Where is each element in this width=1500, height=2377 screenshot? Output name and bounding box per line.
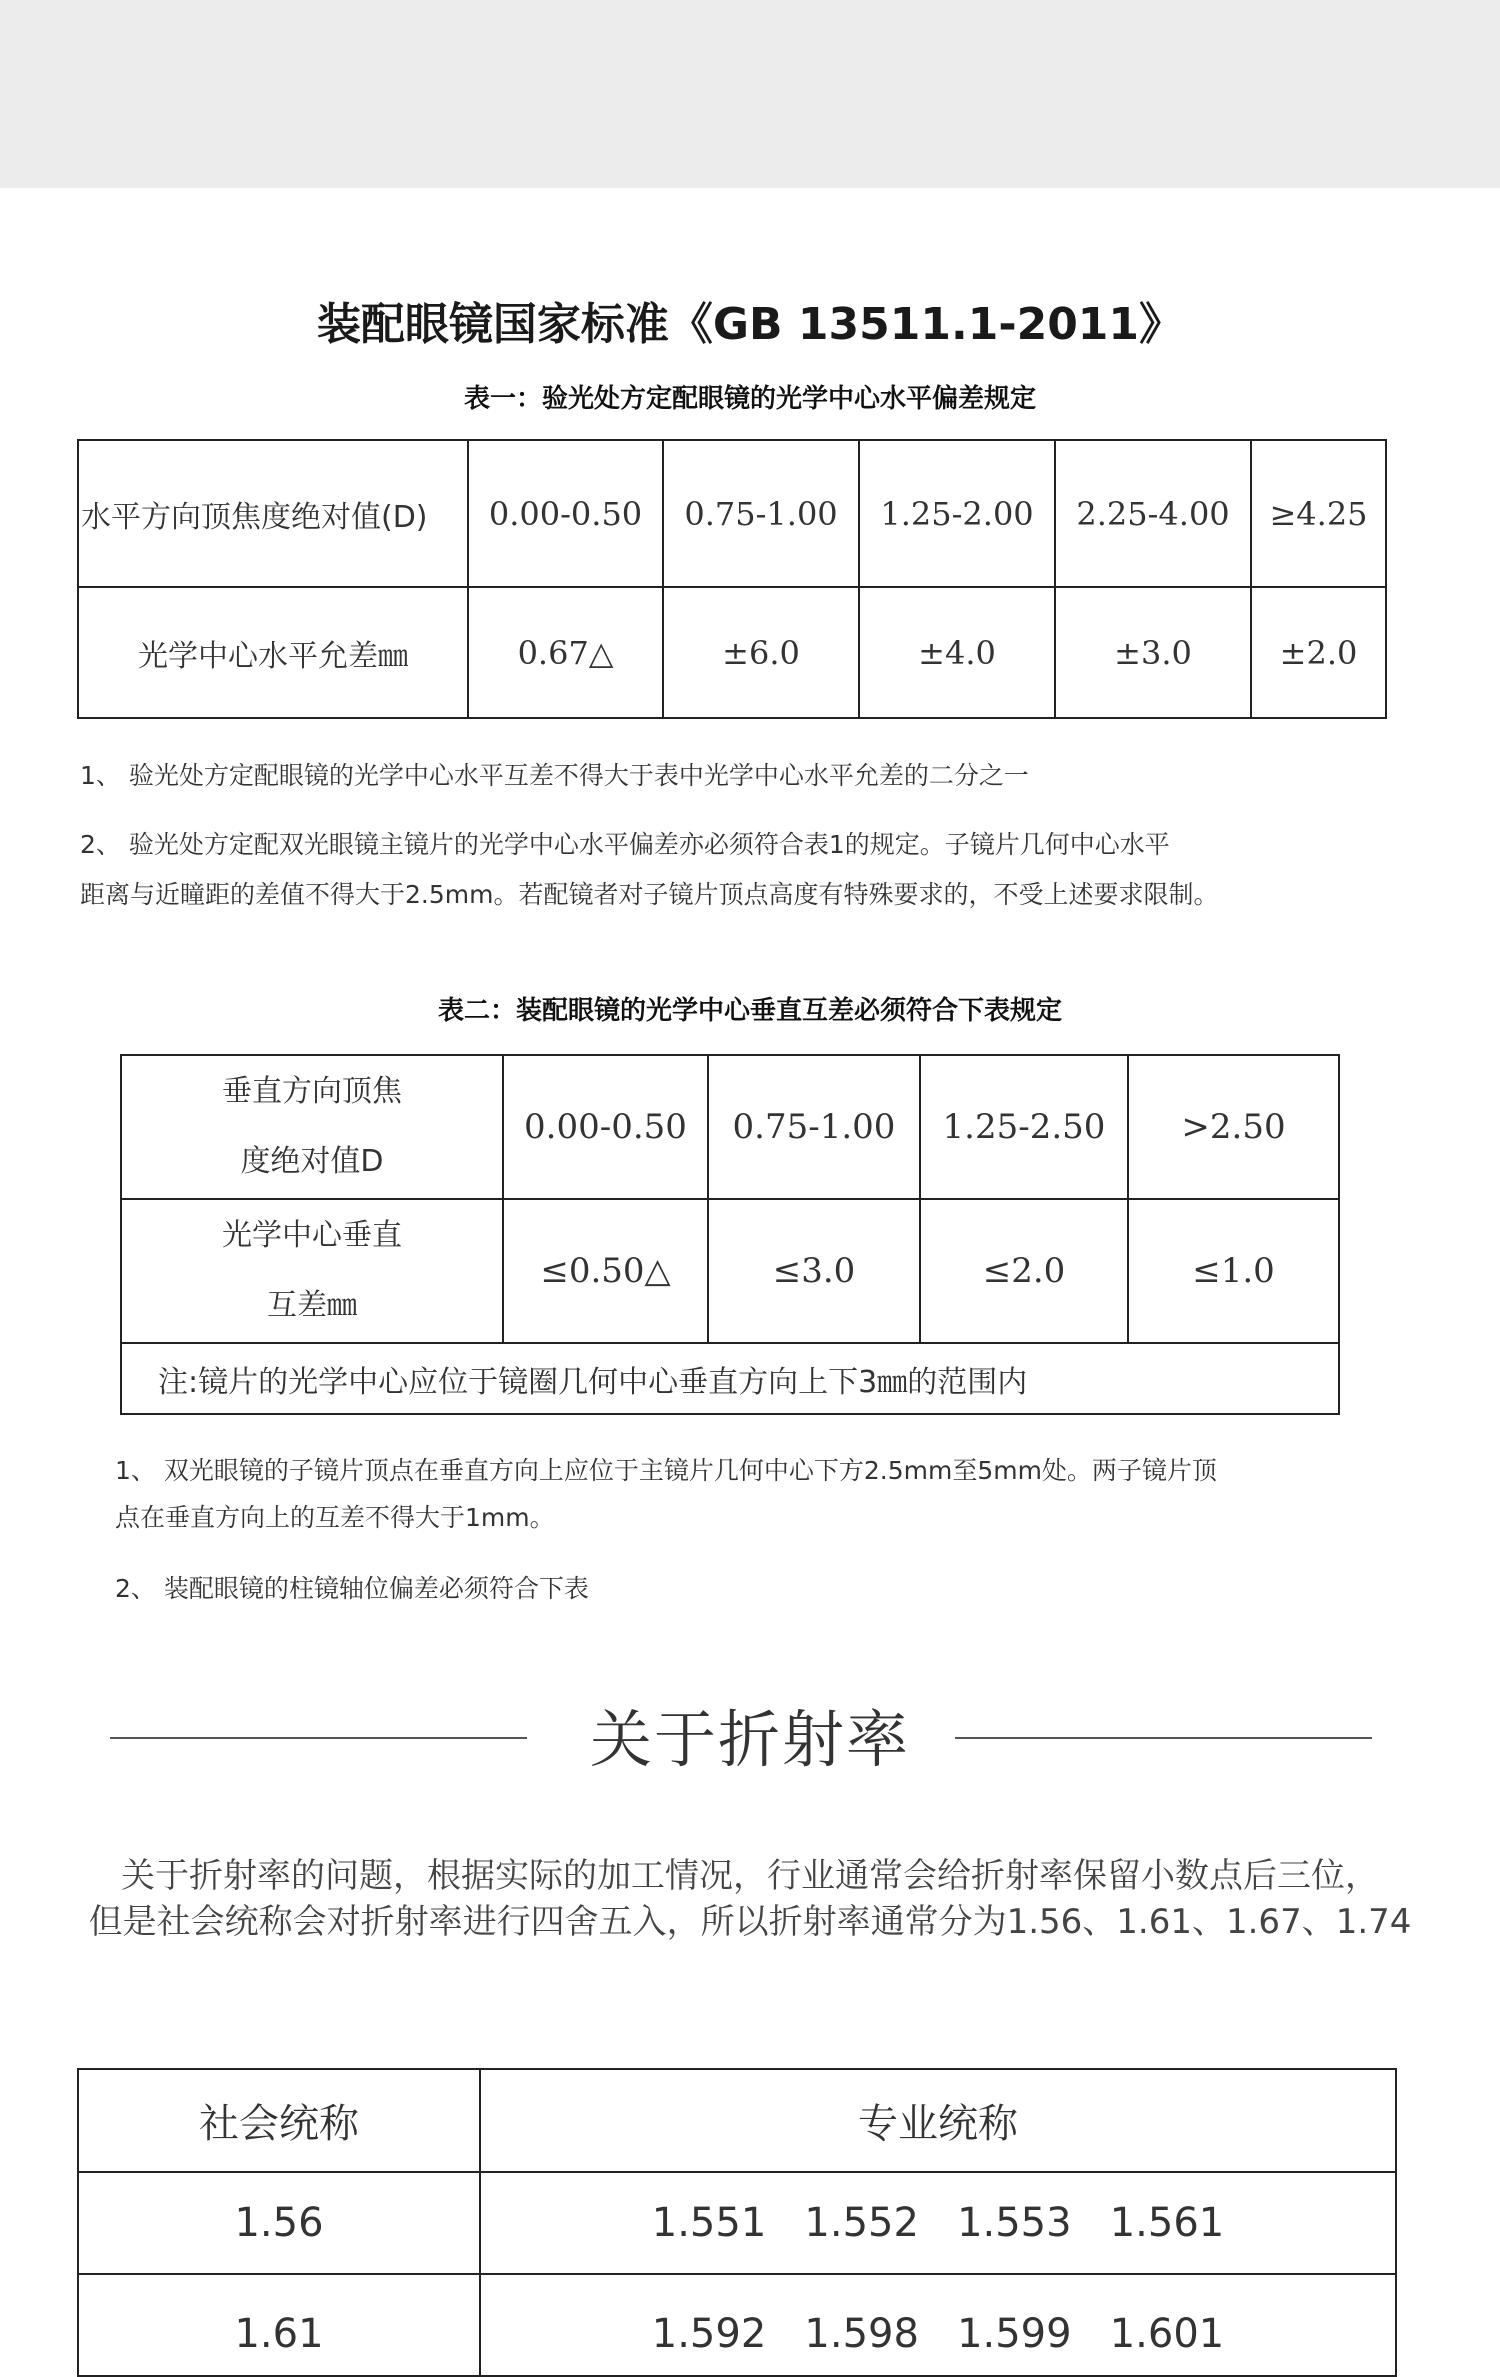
table-header-cell: 社会统称 [78, 2069, 480, 2172]
table-row [78, 2172, 1396, 2274]
table-cell: 0.67△ [468, 587, 663, 718]
paragraph-line: 关于折射率的问题，根据实际的加工情况，行业通常会给折射率保留小数点后三位， [121, 1856, 1379, 1896]
table-cell: 2.25-4.00 [1055, 440, 1251, 587]
table-cell: ±6.0 [663, 587, 859, 718]
table-cell [121, 1055, 503, 1199]
cell-line: 度绝对值D [240, 1144, 384, 1179]
table-footnote: 注:镜片的光学中心应位于镜圈几何中心垂直方向上下3㎜的范围内 [121, 1343, 1339, 1414]
table-row [78, 587, 1386, 718]
cell-line: 垂直方向顶焦 [222, 1074, 402, 1109]
document-title: 装配眼镜国家标准《GB 13511.1-2011》 [316, 299, 1184, 350]
table-cell: ≥4.25 [1251, 440, 1386, 587]
cell-line: 互差㎜ [267, 1288, 357, 1323]
paragraph-line: 但是社会统称会对折射率进行四舍五入，所以折射率通常分为1.56、1.61、1.67、1.74 [88, 1902, 1412, 1942]
table-cell: 0.00-0.50 [468, 440, 663, 587]
table-cell: 0.75-1.00 [663, 440, 859, 587]
note-item: 2、 装配眼镜的柱镜轴位偏差必须符合下表 [115, 1574, 589, 1603]
table-cell: ≤3.0 [708, 1199, 920, 1343]
table-cell: ≤0.50△ [503, 1199, 708, 1343]
table-cell: 光学中心水平允差㎜ [78, 587, 468, 718]
table-row [78, 2069, 1396, 2172]
table-row [121, 1199, 1339, 1343]
heading-divider-right [955, 1737, 1372, 1739]
table2-caption: 表二：装配眼镜的光学中心垂直互差必须符合下表规定 [437, 996, 1062, 1026]
table1-horizontal-deviation [77, 439, 1387, 719]
table-cell: 1.25-2.50 [920, 1055, 1128, 1199]
refractive-index-table [77, 2068, 1397, 2377]
table-cell: ±2.0 [1251, 587, 1386, 718]
table-cell: >2.50 [1128, 1055, 1339, 1199]
table-cell [121, 1199, 503, 1343]
note-item: 1、 验光处方定配眼镜的光学中心水平互差不得大于表中光学中心水平允差的二分之一 [80, 761, 1029, 790]
note-item: 点在垂直方向上的互差不得大于1mm。 [115, 1503, 555, 1532]
table-row [121, 1343, 1339, 1414]
table-cell [480, 2274, 1396, 2376]
table-row [78, 2274, 1396, 2376]
section-heading: 关于折射率 [589, 1703, 910, 1776]
note-item: 1、 双光眼镜的子镜片顶点在垂直方向上应位于主镜片几何中心下方2.5mm至5mm处。两子镜片顶 [115, 1456, 1217, 1485]
table1-caption: 表一：验光处方定配眼镜的光学中心水平偏差规定 [463, 384, 1036, 414]
table-cell: 0.75-1.00 [708, 1055, 920, 1199]
table-row [121, 1055, 1339, 1199]
table-cell: 1.551 1.552 1.553 1.561 [480, 2172, 1396, 2274]
table-cell: 0.00-0.50 [503, 1055, 708, 1199]
table-cell [78, 2274, 480, 2376]
table-cell: ±3.0 [1055, 587, 1251, 718]
table-cell: ≤1.0 [1128, 1199, 1339, 1343]
table-cell: 1.25-2.00 [859, 440, 1055, 587]
table-cell: 1.56 [78, 2172, 480, 2274]
cell-value: 1.61 [234, 2311, 324, 2357]
table2-vertical-deviation [120, 1054, 1340, 1415]
note-item: 距离与近瞳距的差值不得大于2.5mm。若配镜者对子镜片顶点高度有特殊要求的，不受上述要求限制。 [80, 880, 1219, 909]
table-row [78, 440, 1386, 587]
cell-value: 1.592 1.598 1.599 1.601 [651, 2311, 1225, 2357]
note-item: 2、 验光处方定配双光眼镜主镜片的光学中心水平偏差亦必须符合表1的规定。子镜片几何中心水平 [80, 830, 1170, 859]
table-cell: ≤2.0 [920, 1199, 1128, 1343]
table-cell: ±4.0 [859, 587, 1055, 718]
cell-line: 光学中心垂直 [222, 1218, 402, 1253]
top-gray-band [0, 0, 1500, 188]
table-header-cell: 专业统称 [480, 2069, 1396, 2172]
table-cell: 水平方向顶焦度绝对值(D) [78, 440, 468, 587]
